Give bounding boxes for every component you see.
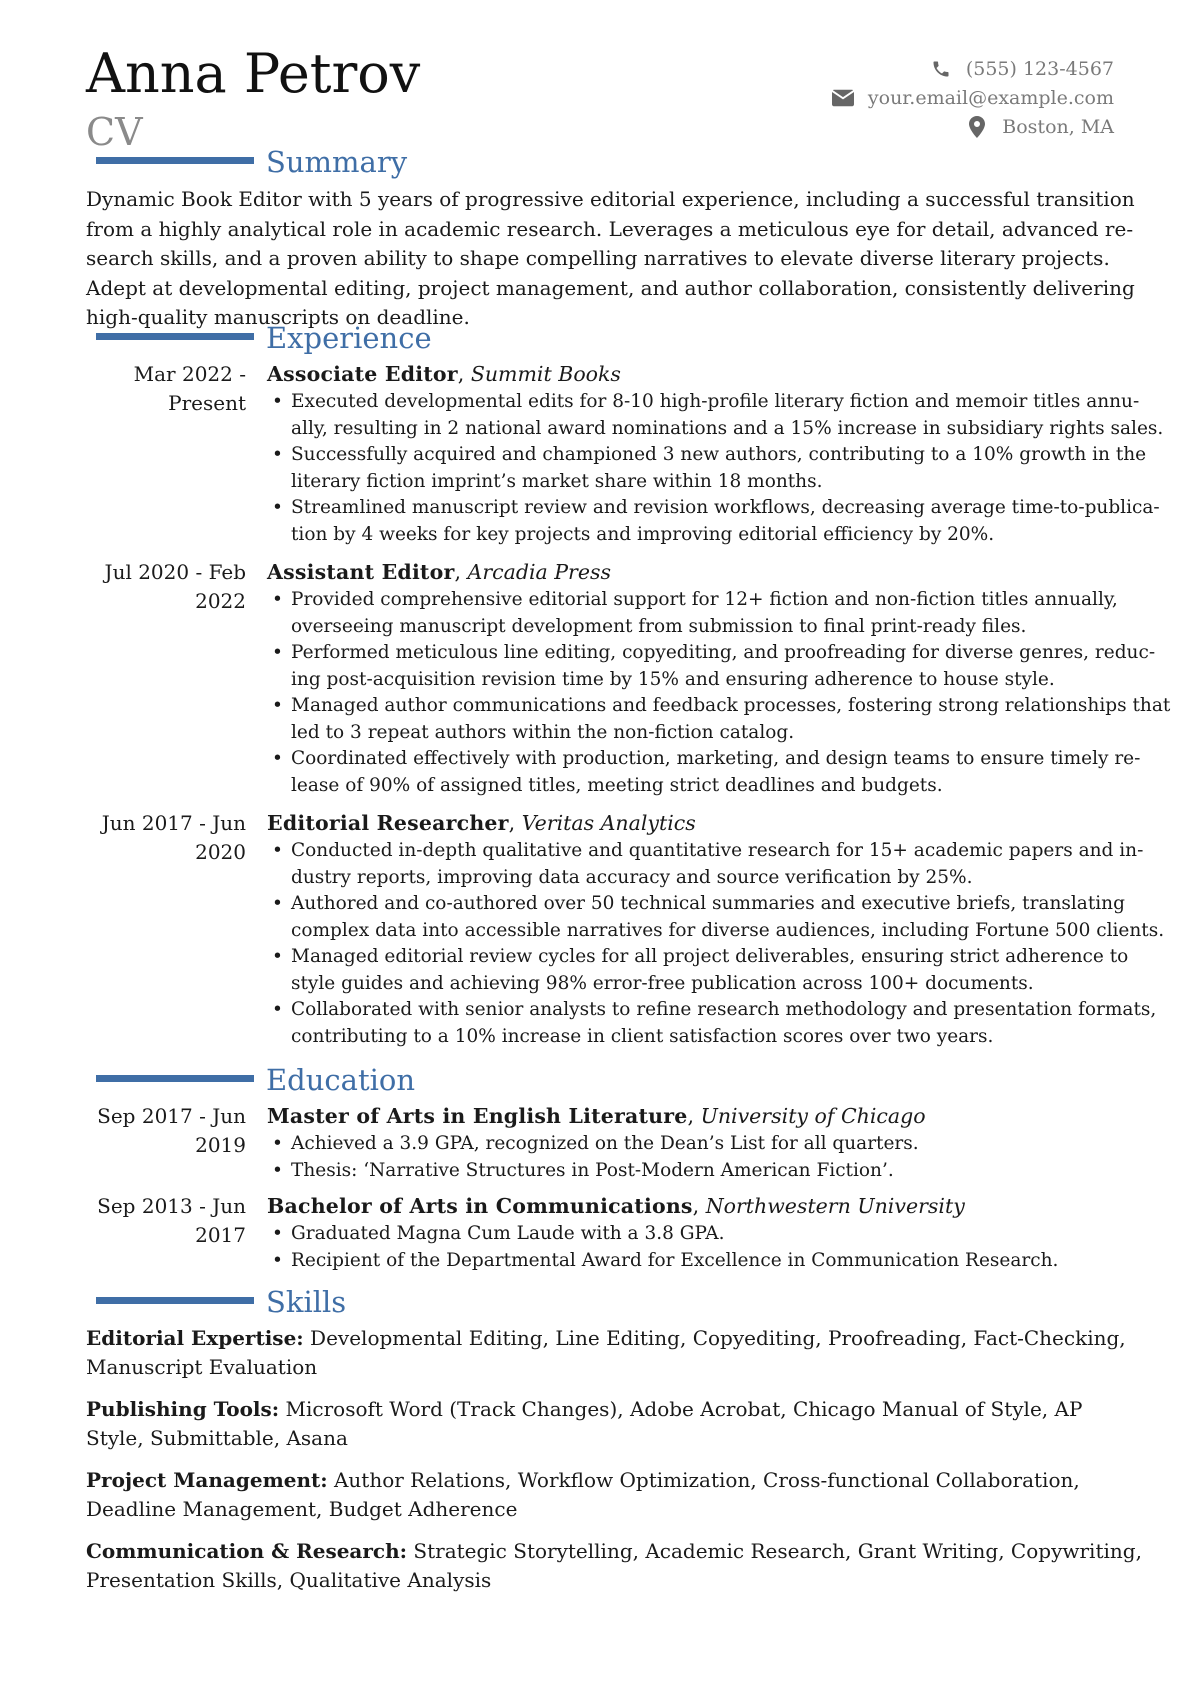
bullet-item: • Coordinated effectively with production, marketing, and design teams to ensure timely re- lease of 90% of assigned titles, meeting strict deadlines and budgets. (267, 746, 1122, 799)
skill-values: Presentation Skills, Qualitative Analysis (86, 1568, 492, 1592)
section-accent-bar (96, 1075, 254, 1082)
bullet-item: • Recipient of the Departmental Award for Excellence in Communication Research. (267, 1248, 1122, 1275)
institution: Northwestern University (705, 1194, 965, 1218)
institution: University of Chicago (700, 1104, 926, 1128)
summary-text (86, 185, 1135, 333)
bullet-item: • Authored and co-authored over 50 technical summaries and executive briefs, translating complex data into accessible narratives for diverse audiences, including Fortune 500 clients. (267, 891, 1122, 944)
degree-title: Bachelor of Arts in Communications (267, 1194, 693, 1218)
organization: Arcadia Press (467, 560, 612, 584)
skill-group (86, 1324, 1126, 1382)
bullet-item: • Executed developmental edits for 8-10 high-profile literary fiction and memoir titles annu- ally, resulting in 2 national award nominations and a 15% increase in subsidiary rights sales. (267, 389, 1122, 442)
skill-label: Editorial Expertise: (86, 1326, 304, 1350)
document-subtitle: CV (86, 110, 143, 154)
skill-values: Strategic Storytelling, Academic Research, Grant Writing, Copywriting, (407, 1539, 1142, 1563)
summary-line: from a highly analytical role in academic research. Leverages a meticulous eye for detail, advanced re- (86, 216, 1134, 241)
summary-line: high-quality manuscripts on deadline. (86, 305, 470, 330)
job-title: Associate Editor (267, 362, 458, 386)
location-text: Boston, MA (1002, 115, 1114, 138)
section-title: Skills (266, 1285, 347, 1319)
bullet-list (267, 389, 1164, 548)
bullet-list (267, 1221, 1122, 1274)
entry-date: Mar 2022 - Present (133, 362, 246, 415)
contact-email (832, 83, 1114, 112)
skill-group (86, 1395, 1126, 1453)
bullet-item: • Collaborated with senior analysts to refine research methodology and presentation formats, contributing to a 10% increase in client satisfaction scores over two years. (267, 997, 1122, 1050)
envelope-icon (832, 87, 854, 109)
job-title: Assistant Editor (267, 560, 455, 584)
summary-line: Dynamic Book Editor with 5 years of progressive editorial experience, including a successful transition (86, 187, 1135, 211)
bullet-list (267, 1131, 1122, 1184)
bullet-item: • Streamlined manuscript review and revision workflows, decreasing average time-to-publica- tion by 4 weeks for key projects and improving editorial efficiency by 20%. (267, 495, 1122, 548)
contact-phone (832, 54, 1114, 83)
entry-date: Sep 2013 - Jun 2017 (97, 1194, 246, 1247)
skill-values: Deadline Management, Budget Adherence (86, 1497, 518, 1521)
bullet-list (267, 838, 1165, 1050)
contact-location (832, 112, 1114, 141)
skill-values: Author Relations, Workflow Optimization, Cross-functional Collaboration, (327, 1468, 1080, 1492)
phone-icon (930, 58, 952, 80)
job-title: Editorial Researcher (267, 811, 509, 835)
section-heading-skills (96, 1284, 1096, 1320)
section-heading-summary (96, 144, 1096, 180)
bullet-item: • Provided comprehensive editorial support for 12+ fiction and non-fiction titles annually, overseeing manuscript development from submission to final print-ready files. (267, 587, 1122, 640)
section-accent-bar (96, 157, 254, 164)
phone-text: (555) 123-4567 (965, 57, 1114, 80)
bullet-item: • Managed editorial review cycles for all project deliverables, ensuring strict adherence to style guides and achieving 98% error-free publication across 100+ documents. (267, 944, 1122, 997)
entry-date: Jul 2020 - Feb 2022 (104, 560, 246, 613)
contact-info (832, 54, 1114, 141)
section-accent-bar (96, 333, 254, 340)
summary-line: search skills, and a proven ability to shape compelling narratives to elevate diverse literary projects. (86, 246, 1110, 271)
entry-date: Sep 2017 - Jun 2019 (97, 1104, 246, 1157)
skill-values: Microsoft Word (Track Changes), Adobe Acrobat, Chicago Manual of Style, AP (279, 1397, 1083, 1421)
bullet-list (267, 587, 1171, 799)
section-title: Experience (266, 321, 432, 355)
skill-group (86, 1466, 1126, 1524)
entry-heading: Editorial Researcher, Veritas Analytics (267, 811, 696, 835)
bullet-item: • Achieved a 3.9 GPA, recognized on the Dean’s List for all quarters. (267, 1131, 1122, 1158)
organization: Summit Books (470, 362, 621, 386)
entry-heading: Bachelor of Arts in Communications, Northwestern University (267, 1194, 965, 1218)
skill-label: Project Management: (86, 1468, 328, 1492)
organization: Veritas Analytics (521, 811, 696, 835)
candidate-name: Anna Petrov (86, 42, 421, 105)
section-title: Education (266, 1063, 416, 1097)
entry-heading: Master of Arts in English Literature, University of Chicago (267, 1104, 926, 1128)
skill-group (86, 1537, 1142, 1595)
bullet-item: • Performed meticulous line editing, copyediting, and proofreading for diverse genres, reduc- ing post-acquisition revision time by 15% and ensuring adherence to house style. (267, 640, 1122, 693)
section-accent-bar (96, 1297, 254, 1304)
bullet-item: • Thesis: ‘Narrative Structures in Post-Modern American Fiction’. (267, 1158, 1122, 1185)
section-title: Summary (266, 145, 408, 179)
bullet-item: • Managed author communications and feedback processes, fostering strong relationships that led to 3 repeat authors within the non-fiction catalog. (267, 693, 1122, 746)
email-text[interactable]: your.email@example.com (867, 86, 1114, 109)
bullet-item: • Successfully acquired and championed 3 new authors, contributing to a 10% growth in the literary fiction imprint’s market share within 18 months. (267, 442, 1122, 495)
skill-label: Publishing Tools: (86, 1397, 280, 1421)
bullet-item: • Graduated Magna Cum Laude with a 3.8 GPA. (267, 1221, 1122, 1248)
map-pin-icon (966, 116, 988, 138)
skill-values: Developmental Editing, Line Editing, Copyediting, Proofreading, Fact-Checking, (303, 1326, 1126, 1350)
skill-label: Communication & Research: (86, 1539, 408, 1563)
section-heading-experience (96, 320, 1096, 356)
summary-line: Adept at developmental editing, project management, and author collaboration, consistently delivering (86, 275, 1135, 300)
section-heading-education (96, 1062, 1096, 1098)
skill-values: Manuscript Evaluation (86, 1355, 318, 1379)
entry-heading: Associate Editor, Summit Books (267, 362, 621, 386)
bullet-item: • Conducted in-depth qualitative and quantitative research for 15+ academic papers and in- dustry reports, improving data accuracy and source verification by 25%. (267, 838, 1122, 891)
entry-date: Jun 2017 - Jun 2020 (101, 811, 246, 864)
entry-heading: Assistant Editor, Arcadia Press (267, 560, 612, 584)
degree-title: Master of Arts in English Literature (267, 1104, 688, 1128)
skill-values: Style, Submittable, Asana (86, 1426, 348, 1450)
